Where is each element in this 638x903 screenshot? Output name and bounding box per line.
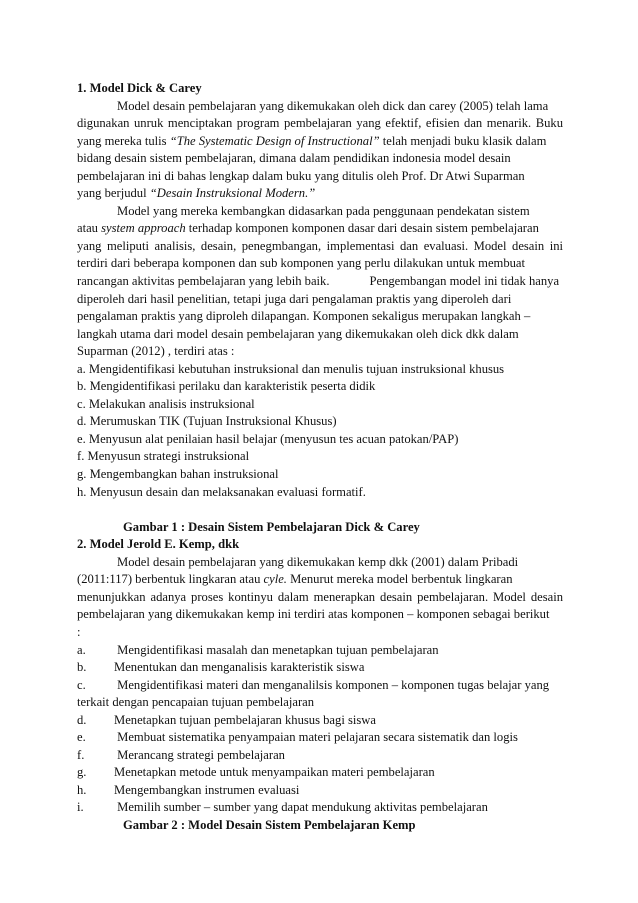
list-item	[77, 677, 563, 695]
s1-paragraph-1-line: bidang desain sistem pembelajaran, dimana dalam pendidikan indonesia model desain	[77, 151, 511, 166]
list-item: g. Mengembangkan bahan instruksional	[77, 467, 279, 482]
list-item	[77, 799, 563, 817]
s1-paragraph-2-line: diperoleh dari hasil penelitian, tetapi juga dari pengalaman praktis yang diperoleh dari	[77, 291, 512, 306]
s2-paragraph-line: Model desain pembelajaran yang dikemukakan kemp dkk (2001) dalam Pribadi	[117, 554, 519, 569]
text-run: atau	[77, 221, 102, 236]
list-item: h. Menyusun desain dan melaksanakan evaluasi formatif.	[77, 484, 366, 499]
s1-paragraph-2-line	[77, 220, 563, 238]
text-run: rancangan aktivitas pembelajaran yang lebih baik.	[77, 274, 330, 289]
list-item: d. Merumuskan TIK (Tujuan Instruksional Khusus)	[77, 414, 337, 429]
s1-paragraph-2-line: Model yang mereka kembangkan didasarkan pada penggunaan pendekatan sistem	[117, 203, 530, 218]
s1-paragraph-2-line: terdiri dari beberapa komponen dan sub komponen yang perlu dilakukan untuk membuat	[77, 256, 526, 271]
list-label: f.	[77, 747, 85, 762]
s2-component-list	[77, 642, 563, 817]
blank-line	[77, 501, 563, 519]
s1-paragraph-2-line	[77, 273, 563, 291]
list-item	[77, 712, 563, 730]
s1-paragraph-2-line: langkah utama dari model desain pembelajaran yang dikemukakan oleh dick dkk dalam	[77, 326, 519, 341]
list-label: d.	[77, 712, 87, 727]
text-run: Menurut mereka model berbentuk lingkaran	[286, 572, 513, 587]
text-run: Pengembangan model ini tidak hanya	[369, 274, 560, 289]
list-item	[77, 747, 563, 765]
list-item-continuation	[77, 694, 563, 712]
list-item	[77, 782, 563, 800]
section-2-heading: 2. Model Jerold E. Kemp, dkk	[77, 537, 240, 552]
list-text: terkait dengan pencapaian tujuan pembelajaran	[77, 695, 315, 710]
s1-paragraph-2-line: Suparman (2012) , terdiri atas :	[77, 344, 235, 359]
s2-paragraph-line	[77, 571, 563, 589]
list-label: a.	[77, 642, 86, 657]
list-text: Mengidentifikasi materi dan menganalilsis komponen – komponen tugas belajar yang	[114, 677, 550, 692]
list-item	[77, 764, 563, 782]
text-run: yang berjudul	[77, 186, 150, 201]
s1-paragraph-1-line: pembelajaran ini di bahas lengkap dalam buku yang ditulis oleh Prof. Dr Atwi Suparman	[77, 168, 525, 183]
list-item	[77, 642, 563, 660]
s2-paragraph-line: menunjukkan adanya proses kontinyu dalam menerapkan desain pembelajaran. Model desain	[77, 589, 563, 604]
list-text: Merancang strategi pembelajaran	[114, 747, 285, 762]
s2-paragraph-line: pembelajaran yang dikemukakan kemp ini terdiri atas komponen – komponen sebagai berikut	[77, 607, 550, 622]
s1-paragraph-1-line: Model desain pembelajaran yang dikemukakan oleh dick dan carey (2005) telah lama	[117, 98, 549, 113]
list-item: f. Menyusun strategi instruksional	[77, 449, 250, 464]
s1-paragraph-2-line: pengalaman praktis yang diproleh dilapangan. Komponen sekaligus merupakan langkah –	[77, 309, 531, 324]
book-title: “The Systematic Design of Instructional”	[169, 133, 380, 148]
section-1-heading: 1. Model Dick & Carey	[77, 81, 202, 95]
list-text: Mengembangkan instrumen evaluasi	[114, 782, 300, 797]
list-text: Memilih sumber – sumber yang dapat mendukung aktivitas pembelajaran	[114, 800, 488, 815]
list-item	[77, 659, 563, 677]
list-item: e. Menyusun alat penilaian hasil belajar (menyusun tes acuan patokan/PAP)	[77, 431, 459, 446]
list-label: i.	[77, 800, 84, 815]
s1-paragraph-1-line	[77, 185, 563, 203]
list-text: Membuat sistematika penyampaian materi pelajaran secara sistematik dan logis	[114, 730, 518, 745]
list-label: e.	[77, 730, 86, 745]
list-text: Menetapkan tujuan pembelajaran khusus bagi siswa	[114, 712, 376, 727]
list-label: b.	[77, 660, 87, 675]
s1-component-list	[77, 361, 563, 501]
list-item: b. Mengidentifikasi perilaku dan karakteristik peserta didik	[77, 379, 376, 394]
list-item: a. Mengidentifikasi kebutuhan instruksional dan menulis tujuan instruksional khusus	[77, 361, 505, 376]
list-label: h.	[77, 782, 87, 797]
text-run: (2011:117) berbentuk lingkaran atau	[77, 572, 264, 587]
list-text: Mengidentifikasi masalah dan menetapkan tujuan pembelajaran	[114, 642, 439, 657]
text-run: terhadap komponen komponen dasar dari desain sistem pembelajaran	[185, 221, 539, 236]
list-label: c.	[77, 677, 86, 692]
s2-paragraph-line: :	[77, 624, 81, 639]
list-text: Menentukan dan menganalisis karakteristik siswa	[114, 660, 365, 675]
document-body	[77, 80, 563, 835]
s1-paragraph-1-line: digunakan unruk menciptakan program pembelajaran yang efektif, efisien dan menarik. Buku	[77, 116, 563, 131]
figure-2-caption: Gambar 2 : Model Desain Sistem Pembelajaran Kemp	[123, 817, 416, 832]
s1-paragraph-2-line: yang meliputi analisis, desain, penegmbangan, implementasi dan evaluasi. Model desain ini	[77, 238, 563, 253]
list-text: Menetapkan metode untuk menyampaikan materi pembelajaran	[114, 765, 435, 780]
term-system-approach: system approach	[101, 221, 186, 236]
s1-paragraph-1-line	[77, 133, 563, 151]
list-item	[77, 729, 563, 747]
list-item: c. Melakukan analisis instruksional	[77, 396, 255, 411]
text-run: yang mereka tulis	[77, 133, 170, 148]
list-label: g.	[77, 765, 87, 780]
text-run: telah menjadi buku klasik dalam	[379, 133, 547, 148]
figure-1-caption: Gambar 1 : Desain Sistem Pembelajaran Dick & Carey	[123, 519, 420, 534]
book-title: “Desain Instruksional Modern.”	[149, 186, 316, 201]
term-cyle: cyle.	[263, 572, 287, 587]
